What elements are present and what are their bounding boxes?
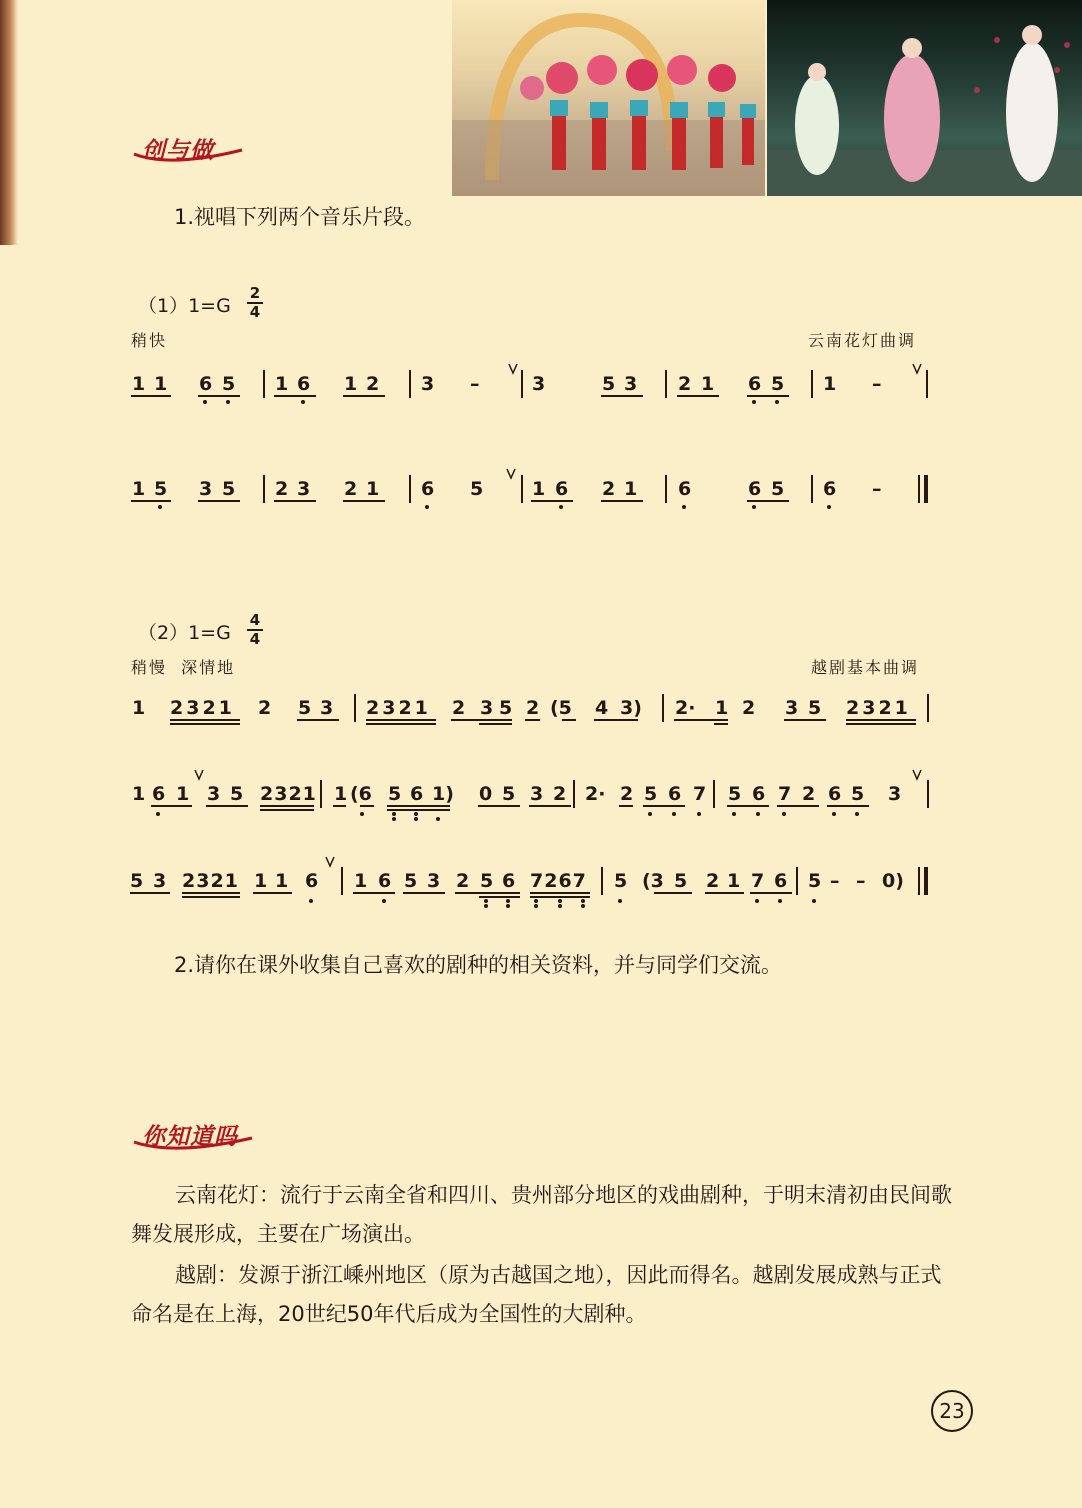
- svg-text:6: 6: [828, 783, 842, 805]
- svg-text:5: 5: [808, 697, 822, 719]
- svg-text:6: 6: [678, 478, 692, 500]
- svg-text:3: 3: [199, 478, 213, 500]
- svg-text:1: 1: [254, 870, 268, 892]
- svg-text:6: 6: [555, 478, 569, 500]
- svg-text:5: 5: [222, 478, 236, 500]
- svg-text:2: 2: [366, 373, 380, 395]
- piece-1-number: （1）: [138, 295, 189, 317]
- piece-1-key: 1=G: [188, 295, 231, 317]
- svg-text:6: 6: [152, 783, 166, 805]
- svg-text:3): 3): [620, 697, 642, 719]
- svg-text:1: 1: [344, 373, 358, 395]
- photo-yue-opera-performers: [767, 0, 1082, 196]
- svg-text:2: 2: [678, 373, 692, 395]
- svg-text:6: 6: [823, 478, 837, 500]
- piece-2-header: [138, 618, 231, 645]
- svg-text:2: 2: [258, 697, 272, 719]
- piece-1-score-line-1: [130, 365, 936, 405]
- svg-text:2321: 2321: [182, 870, 239, 892]
- svg-text:0): 0): [882, 870, 904, 892]
- svg-text:3: 3: [320, 697, 334, 719]
- svg-text:2321: 2321: [170, 697, 235, 719]
- svg-text:1: 1: [727, 870, 741, 892]
- piece-1-meter-bottom: 4: [249, 303, 261, 321]
- svg-text:(3: (3: [642, 870, 664, 892]
- svg-text:4: 4: [595, 697, 609, 719]
- svg-text:2·: 2·: [585, 783, 606, 805]
- svg-text:5: 5: [644, 783, 658, 805]
- svg-text:(6: (6: [350, 783, 372, 805]
- svg-text:2: 2: [706, 870, 720, 892]
- svg-text:2321: 2321: [846, 697, 911, 719]
- section-heading-create-and-do: [130, 128, 250, 168]
- svg-text:2321: 2321: [366, 697, 431, 719]
- svg-text:1: 1: [132, 478, 146, 500]
- svg-text:1: 1: [154, 373, 168, 395]
- svg-text:6: 6: [421, 478, 435, 500]
- svg-text:5: 5: [130, 870, 144, 892]
- piece-2-source: 越剧基本曲调: [811, 658, 920, 677]
- svg-text:5: 5: [851, 783, 865, 805]
- svg-text:5: 5: [502, 783, 516, 805]
- piece-2-meter-top: 4: [249, 611, 261, 629]
- piece-2-key: 1=G: [188, 622, 231, 644]
- svg-text:3: 3: [624, 373, 638, 395]
- svg-text:–: –: [872, 478, 882, 500]
- svg-text:3: 3: [207, 783, 221, 805]
- svg-text:3: 3: [530, 783, 544, 805]
- svg-text:3: 3: [421, 373, 435, 395]
- piece-2-score-line-3: [130, 865, 936, 905]
- svg-text:1: 1: [176, 783, 190, 805]
- piece-2-time-signature: [245, 612, 265, 648]
- svg-text:2: 2: [526, 697, 540, 719]
- svg-text:1): 1): [432, 783, 454, 805]
- svg-text:1: 1: [275, 373, 289, 395]
- piece-1-header: [138, 291, 231, 318]
- svg-text:1: 1: [532, 478, 546, 500]
- svg-text:6: 6: [305, 870, 319, 892]
- svg-text:5: 5: [614, 870, 628, 892]
- piece-1-tempo: 稍快: [131, 331, 168, 350]
- svg-text:6: 6: [752, 783, 766, 805]
- piece-2-number: （2）: [138, 622, 189, 644]
- piece-2-tempo: 稍慢 深情地: [131, 658, 236, 677]
- svg-text:5: 5: [470, 478, 484, 500]
- page-edge-strip: [0, 0, 18, 245]
- task-1-instruction: 1.视唱下列两个音乐片段。: [174, 205, 426, 229]
- svg-text:5: 5: [771, 478, 785, 500]
- piece-1-score-line-2: [130, 470, 936, 510]
- svg-text:5: 5: [480, 870, 494, 892]
- task-2-instruction: 2.请你在课外收集自己喜欢的剧种的相关资料，并与同学们交流。: [174, 953, 783, 977]
- svg-text:1: 1: [823, 373, 837, 395]
- svg-text:5: 5: [154, 478, 168, 500]
- svg-text:3: 3: [153, 870, 167, 892]
- piece-1-source: 云南花灯曲调: [808, 331, 917, 350]
- svg-text:5: 5: [602, 373, 616, 395]
- svg-text:6: 6: [410, 783, 424, 805]
- svg-text:3: 3: [785, 697, 799, 719]
- svg-text:5: 5: [388, 783, 402, 805]
- piece-2-score-line-1: [130, 692, 936, 732]
- svg-text:3: 3: [480, 697, 494, 719]
- svg-text:3: 3: [888, 783, 902, 805]
- svg-text:6: 6: [774, 870, 788, 892]
- svg-text:–: –: [830, 870, 840, 892]
- svg-text:1: 1: [366, 478, 380, 500]
- svg-text:2: 2: [452, 697, 466, 719]
- svg-text:3: 3: [297, 478, 311, 500]
- svg-text:5: 5: [674, 870, 688, 892]
- svg-text:5: 5: [404, 870, 418, 892]
- svg-text:5: 5: [808, 870, 822, 892]
- svg-text:1: 1: [624, 478, 638, 500]
- svg-text:1: 1: [354, 870, 368, 892]
- svg-text:1: 1: [132, 783, 146, 805]
- piece-2-score-line-2: [130, 778, 936, 818]
- svg-text:5: 5: [222, 373, 236, 395]
- svg-text:2: 2: [602, 478, 616, 500]
- svg-text:2: 2: [620, 783, 634, 805]
- svg-text:6: 6: [199, 373, 213, 395]
- photo-flower-lantern-dance: [452, 0, 765, 196]
- svg-text:6: 6: [502, 870, 516, 892]
- svg-text:–: –: [872, 373, 882, 395]
- svg-text:–: –: [856, 870, 866, 892]
- svg-text:2: 2: [275, 478, 289, 500]
- svg-text:1: 1: [715, 697, 729, 719]
- svg-text:7: 7: [693, 783, 707, 805]
- svg-text:2: 2: [553, 783, 567, 805]
- svg-text:(5: (5: [550, 697, 572, 719]
- svg-text:3: 3: [427, 870, 441, 892]
- svg-text:1: 1: [701, 373, 715, 395]
- piece-1-time-signature: [245, 285, 265, 321]
- svg-text:2: 2: [344, 478, 358, 500]
- svg-text:6: 6: [297, 373, 311, 395]
- info-yue-opera: 越剧：发源于浙江嵊州地区（原为古越国之地），因此而得名。越剧发展成熟与正式命名是在上海，20世纪50年代后成为全国性的大剧种。: [131, 1263, 942, 1326]
- svg-text:2: 2: [456, 870, 470, 892]
- svg-text:6: 6: [748, 373, 762, 395]
- svg-text:2: 2: [742, 697, 756, 719]
- svg-text:5: 5: [298, 697, 312, 719]
- svg-text:7: 7: [751, 870, 765, 892]
- svg-text:1: 1: [275, 870, 289, 892]
- section-heading-label: 创与做: [142, 137, 214, 164]
- svg-text:5: 5: [230, 783, 244, 805]
- svg-text:2: 2: [802, 783, 816, 805]
- svg-text:7267: 7267: [530, 870, 587, 892]
- piece-1-meter-top: 2: [249, 284, 261, 302]
- section-heading-label: 你知道吗: [142, 1123, 238, 1150]
- section-heading-did-you-know: [130, 1114, 260, 1154]
- svg-text:6: 6: [748, 478, 762, 500]
- info-yunnan-huadeng: 云南花灯：流行于云南全省和四川、贵州部分地区的戏曲剧种，于明末清初由民间歌舞发展形成，主要在广场演出。: [131, 1183, 952, 1246]
- page-number: 23: [931, 1390, 973, 1432]
- svg-text:7: 7: [778, 783, 792, 805]
- svg-text:2321: 2321: [260, 783, 317, 805]
- svg-text:5: 5: [771, 373, 785, 395]
- svg-text:–: –: [470, 373, 480, 395]
- svg-text:6: 6: [668, 783, 682, 805]
- svg-text:0: 0: [479, 783, 493, 805]
- svg-text:1: 1: [132, 697, 146, 719]
- svg-text:6: 6: [378, 870, 392, 892]
- piece-2-meter-bottom: 4: [249, 630, 261, 648]
- svg-text:5: 5: [499, 697, 513, 719]
- svg-text:2·: 2·: [675, 697, 696, 719]
- svg-text:1: 1: [334, 783, 348, 805]
- svg-text:1: 1: [132, 373, 146, 395]
- svg-text:3: 3: [532, 373, 546, 395]
- svg-text:5: 5: [728, 783, 742, 805]
